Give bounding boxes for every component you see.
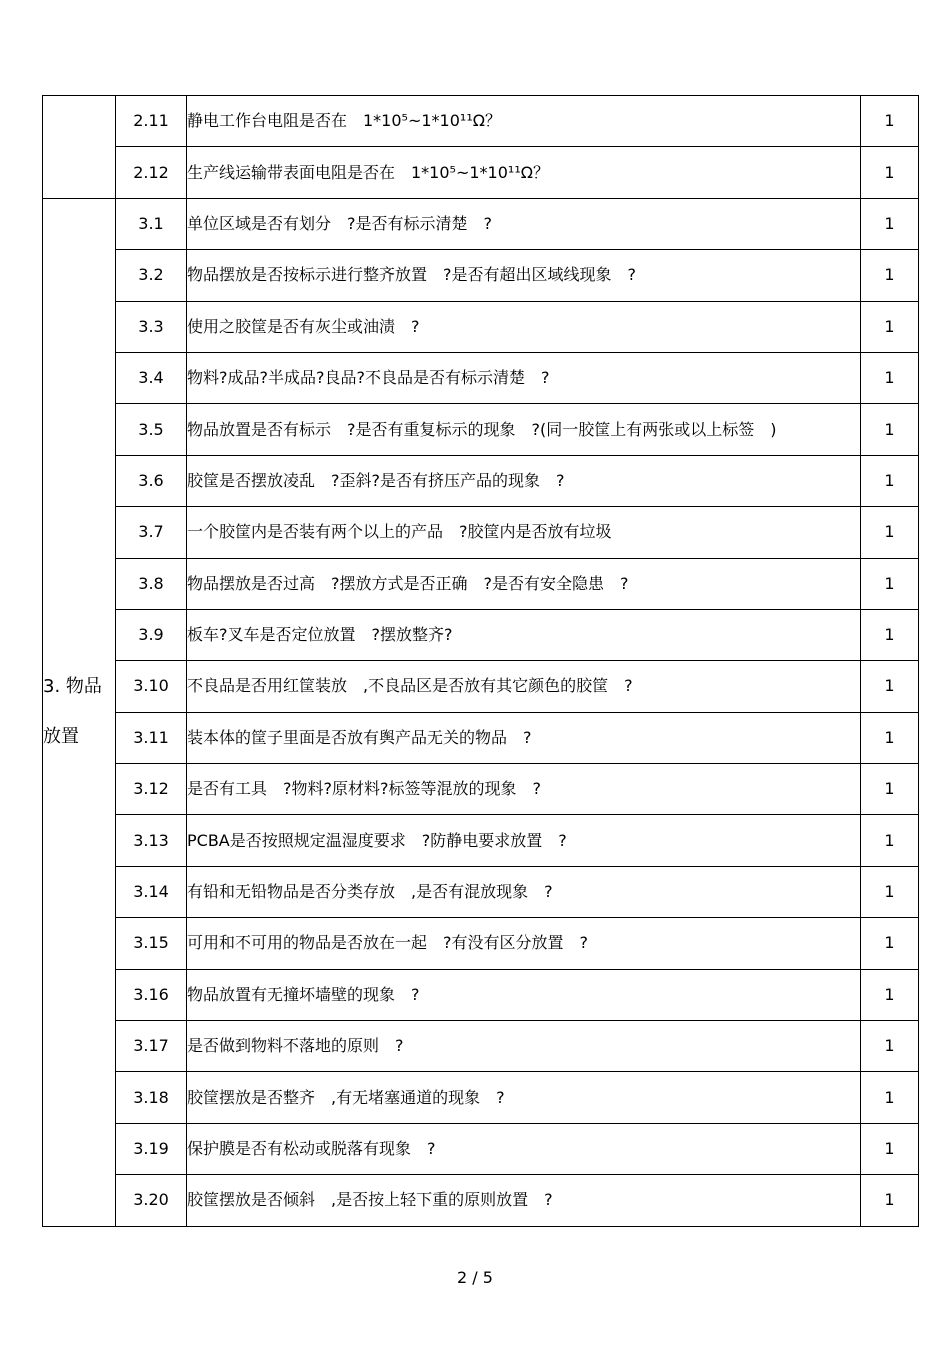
item-description-text: 使用之胶筐是否有灰尘或油渍 ? [187,316,420,336]
item-number: 3.5 [116,404,187,455]
item-number: 3.9 [116,609,187,660]
item-description [187,558,861,609]
item-number: 3.8 [116,558,187,609]
item-number: 3.3 [116,301,187,352]
item-description [187,661,861,712]
table-row [43,1123,919,1174]
item-score: 1 [861,507,919,558]
item-description [187,301,861,352]
item-description-text: 静电工作台电阻是否在 1*10⁵~1*10¹¹Ω？ [187,111,501,131]
item-description [187,1175,861,1226]
item-description [187,969,861,1020]
item-score: 1 [861,455,919,506]
item-score: 1 [861,866,919,917]
item-score: 1 [861,712,919,763]
table-row [43,815,919,866]
item-score: 1 [861,1021,919,1072]
item-description-text: 装本体的筐子里面是否放有舆产品无关的物品 ? [187,727,532,747]
inspection-checklist-table [42,95,919,1227]
item-number: 2.11 [116,96,187,147]
item-description-text: 物料?成品?半成品?良品?不良品是否有标示清楚 ? [187,368,550,388]
item-number: 3.13 [116,815,187,866]
table-row [43,404,919,455]
item-description [187,404,861,455]
category-cell-continued [43,96,116,199]
table-row [43,352,919,403]
item-description [187,455,861,506]
item-description [187,96,861,147]
table-body [43,96,919,1227]
item-score: 1 [861,1175,919,1226]
item-description [187,198,861,249]
item-description [187,918,861,969]
item-number: 3.16 [116,969,187,1020]
table-row [43,301,919,352]
item-description-text: 可用和不可用的物品是否放在一起 ?有没有区分放置 ? [187,933,588,953]
table-row [43,455,919,506]
item-score: 1 [861,250,919,301]
item-description [187,609,861,660]
item-number: 3.18 [116,1072,187,1123]
item-description [187,1123,861,1174]
item-score: 1 [861,609,919,660]
item-score: 1 [861,1072,919,1123]
item-description-text: 物品摆放是否按标示进行整齐放置 ?是否有超出区域线现象 ? [187,265,636,285]
table-row [43,507,919,558]
item-number: 3.6 [116,455,187,506]
item-score: 1 [861,404,919,455]
table-row [43,1175,919,1226]
item-description [187,1072,861,1123]
table-row [43,866,919,917]
item-description-text: PCBA是否按照规定温湿度要求 ?防静电要求放置 ? [187,830,567,850]
item-description [187,250,861,301]
item-score: 1 [861,815,919,866]
item-description-text: 板车?叉车是否定位放置 ?摆放整齐? [187,625,453,645]
item-score: 1 [861,96,919,147]
item-description-text: 胶筐是否摆放凌乱 ?歪斜?是否有挤压产品的现象 ? [187,470,565,490]
item-description-text: 胶筐摆放是否整齐 ,有无堵塞通道的现象 ? [187,1087,505,1107]
table-row [43,558,919,609]
item-description-text: 不良品是否用红筐装放 ,不良品区是否放有其它颜色的胶筐 ? [187,676,633,696]
item-description-text: 是否做到物料不落地的原则 ? [187,1036,404,1056]
item-description [187,147,861,198]
item-description-text: 单位区域是否有划分 ?是否有标示清楚 ? [187,213,492,233]
item-number: 3.2 [116,250,187,301]
item-number: 3.20 [116,1175,187,1226]
item-number: 3.4 [116,352,187,403]
item-score: 1 [861,661,919,712]
table-row [43,918,919,969]
table-row [43,712,919,763]
table-row [43,198,919,249]
item-description [187,712,861,763]
item-number: 3.15 [116,918,187,969]
item-number: 3.1 [116,198,187,249]
category-label: 3. 物品放置 [43,676,102,748]
item-description-text: 物品摆放是否过高 ?摆放方式是否正确 ?是否有安全隐患 ? [187,573,629,593]
item-description-text: 生产线运输带表面电阻是否在 1*10⁵~1*10¹¹Ω？ [187,162,549,182]
table-row [43,147,919,198]
item-description-text: 物品放置是否有标示 ?是否有重复标示的现象 ?(同一胶筐上有两张或以上标签 ) [187,419,777,439]
item-description-text: 胶筐摆放是否倾斜 ,是否按上轻下重的原则放置 ? [187,1190,553,1210]
page-number: 2 / 5 [457,1268,493,1287]
table-row [43,969,919,1020]
category-cell [43,198,116,1226]
item-number: 3.17 [116,1021,187,1072]
item-number: 3.19 [116,1123,187,1174]
table-row [43,661,919,712]
table-row [43,96,919,147]
item-number: 3.7 [116,507,187,558]
item-number: 2.12 [116,147,187,198]
item-number: 3.11 [116,712,187,763]
item-description-text: 有铅和无铅物品是否分类存放 ,是否有混放现象 ? [187,882,553,902]
item-score: 1 [861,147,919,198]
item-score: 1 [861,352,919,403]
item-score: 1 [861,969,919,1020]
item-number: 3.14 [116,866,187,917]
item-score: 1 [861,301,919,352]
item-description [187,507,861,558]
item-number: 3.12 [116,764,187,815]
item-description-text: 一个胶筐内是否装有两个以上的产品 ?胶筐内是否放有垃圾 [187,522,612,542]
item-description [187,352,861,403]
table-row [43,1021,919,1072]
item-description [187,866,861,917]
item-score: 1 [861,764,919,815]
item-score: 1 [861,918,919,969]
item-description [187,764,861,815]
item-description [187,815,861,866]
item-number: 3.10 [116,661,187,712]
item-score: 1 [861,558,919,609]
item-description-text: 保护膜是否有松动或脱落有现象 ? [187,1139,436,1158]
item-description [187,1021,861,1072]
table-row [43,1072,919,1123]
table-row [43,609,919,660]
item-description-text: 物品放置有无撞坏墙壁的现象 ? [187,984,420,1004]
item-score: 1 [861,1123,919,1174]
item-score: 1 [861,198,919,249]
item-description-text: 是否有工具 ?物料?原材料?标签等混放的现象 ? [187,779,541,799]
table-row [43,250,919,301]
table-row [43,764,919,815]
